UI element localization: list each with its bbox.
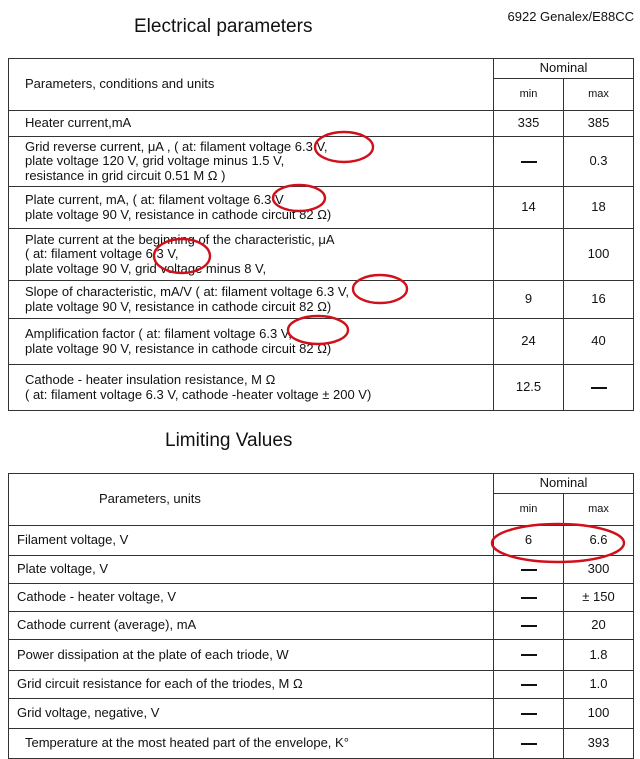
dash-symbol [521, 161, 537, 163]
min-value [494, 584, 564, 612]
limiting-values-title: Limiting Values [165, 430, 293, 451]
min-value: 14 [494, 187, 564, 229]
param-line: plate voltage 120 V, grid voltage minus 1.5 V, [25, 153, 285, 169]
param-line: Amplification factor ( at: filament voltage 6.3 V, [25, 326, 292, 341]
header-min: min [494, 494, 564, 526]
header-parameters: Parameters, units [9, 474, 494, 526]
max-value: 0.3 [564, 137, 634, 187]
table-row [9, 187, 634, 229]
min-value [494, 671, 564, 699]
min-value [494, 699, 564, 729]
table-row [9, 281, 634, 319]
param-label: Filament voltage, V [9, 526, 494, 556]
table-row [9, 699, 634, 729]
table-row [9, 137, 634, 187]
param-line: Plate current, mA, ( at: filament voltage 6.3 V [25, 192, 284, 207]
min-value [494, 612, 564, 640]
param-label: Temperature at the most heated part of the envelope, K° [9, 729, 494, 759]
min-value [494, 556, 564, 584]
table-row [9, 526, 634, 556]
param-line: ( at: filament voltage 6.3 V, [25, 246, 179, 262]
min-value [494, 137, 564, 187]
dash-symbol [521, 625, 537, 627]
max-value: 20 [564, 612, 634, 640]
table-row [9, 729, 634, 759]
header-min: min [494, 79, 564, 111]
param-line: plate voltage 90 V, resistance in cathode circuit 82 Ω) [25, 206, 332, 222]
header-max: max [564, 494, 634, 526]
electrical-parameters-table [8, 58, 634, 411]
param-label: Plate voltage, V [9, 556, 494, 584]
dash-symbol [521, 743, 537, 745]
table-row [9, 612, 634, 640]
max-value: 18 [564, 187, 634, 229]
max-value: 393 [564, 729, 634, 759]
table-row [9, 365, 634, 411]
max-value: ± 150 [564, 584, 634, 612]
dash-symbol [521, 597, 537, 599]
min-value: 9 [494, 281, 564, 319]
param-line: Heater current,mA [25, 115, 132, 131]
table-row [9, 319, 634, 365]
max-value: 6.6 [564, 526, 634, 556]
max-value: 1.8 [564, 640, 634, 671]
max-value: 300 [564, 556, 634, 584]
table-row [9, 584, 634, 612]
param-label: Cathode current (average), mA [9, 612, 494, 640]
table-row [9, 556, 634, 584]
min-value: 12.5 [494, 365, 564, 411]
param-line: plate voltage 90 V, resistance in cathode circuit 82 Ω) [25, 340, 332, 356]
header-max: max [564, 79, 634, 111]
max-value: 16 [564, 281, 634, 319]
param-label: Grid circuit resistance for each of the triodes, M Ω [9, 671, 494, 699]
header-parameters: Parameters, conditions and units [9, 59, 494, 111]
min-value [494, 640, 564, 671]
param-label: Grid voltage, negative, V [9, 699, 494, 729]
document-id: 6922 Genalex/E88CC [507, 9, 634, 24]
param-line: resistance in grid circuit 0.51 M Ω ) [25, 167, 226, 183]
param-line: Slope of characteristic, mA/V ( at: filament voltage 6.3 V, [25, 284, 349, 299]
dash-symbol [521, 654, 537, 656]
param-line: Plate current at the beginning of the characteristic, μA [25, 231, 335, 247]
max-value: 100 [564, 699, 634, 729]
max-value: 385 [564, 111, 634, 137]
limiting-values-table [8, 473, 634, 759]
param-label: Cathode - heater voltage, V [9, 584, 494, 612]
electrical-parameters-title: Electrical parameters [134, 16, 313, 37]
min-value: 335 [494, 111, 564, 137]
header-nominal: Nominal [494, 474, 634, 494]
dash-symbol [521, 713, 537, 715]
dash-symbol [521, 569, 537, 571]
param-line: ( at: filament voltage 6.3 V, cathode -heater voltage ± 200 V) [25, 386, 372, 402]
min-value [494, 729, 564, 759]
header-nominal: Nominal [494, 59, 634, 79]
min-value [494, 229, 564, 281]
dash-symbol [521, 684, 537, 686]
param-line: plate voltage 90 V, resistance in cathode circuit 82 Ω) [25, 298, 332, 314]
param-label: Power dissipation at the plate of each triode, W [9, 640, 494, 671]
max-value: 100 [564, 229, 634, 281]
dash-symbol [591, 387, 607, 389]
min-value: 24 [494, 319, 564, 365]
param-line: Cathode - heater insulation resistance, M Ω [25, 372, 276, 387]
table-row [9, 111, 634, 137]
table-row [9, 671, 634, 699]
max-value [564, 365, 634, 411]
max-value: 1.0 [564, 671, 634, 699]
table-row [9, 640, 634, 671]
param-line: Grid reverse current, μA , ( at: filament voltage 6.3 V, [25, 138, 328, 154]
max-value: 40 [564, 319, 634, 365]
min-value: 6 [494, 526, 564, 556]
param-line: plate voltage 90 V, grid voltage minus 8 V, [25, 260, 267, 276]
table-row [9, 229, 634, 281]
